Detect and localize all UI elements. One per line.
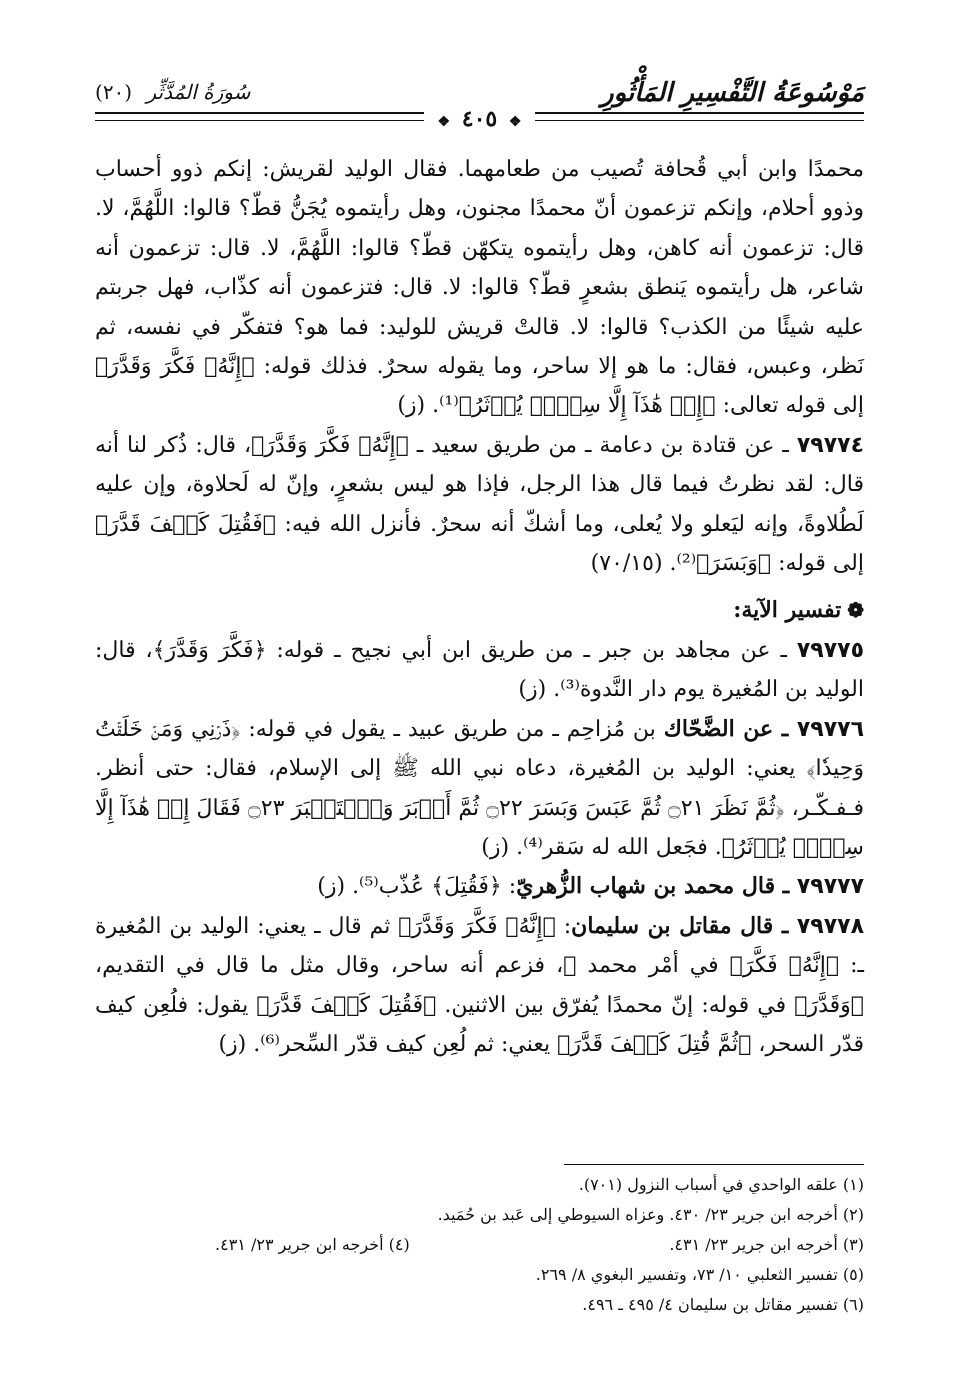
section-heading [95,591,864,630]
entry-number: ٧٩٧٧٨ [796,913,865,939]
main-text [95,150,864,1064]
footnote-5: (٥) تفسير الثعلبي ١٠/ ٧٣، وتفسير البغوي ٨/ ٢٦٩. [535,1265,864,1284]
paragraph-79774 [95,426,864,584]
book-title: مَوْسُوعَةُ التَّفْسِيرِ المَأْثُورِ [601,78,864,108]
paragraph-text: : ﴿إِنَّهُۥ فَكَّرَ وَقَدَّرَ﴾ ثم قال ـ يعني: الوليد بن المُغيرة ـ: ﴿إِنَّهُۥ فَكَّرَ﴾ في أمْر محمد ﷺ، فزعم أنه ساحر، وقال مثل ما قال في التقديم، ﴿وَقَدَّرَ﴾ في قوله: إنّ محمدًا يُفرّق بين الاثنين. ﴿فَقُتِلَ كَيۡفَ قَدَّرَ﴾ يقول: فلُعِن كيف قدّر السحر، ﴿ثُمَّ قُتِلَ كَيۡفَ قَدَّرَ﴾ يعني: ثم لُعِن كيف قدّر السِّحر⁽⁶⁾. (ز) [95,913,864,1057]
surah-name: سُورَةُ المُدَّثِّر [146,80,251,104]
footnote-rule [564,1164,864,1165]
paragraph-text: ـ عن قتادة بن دعامة ـ من طريق سعيد ـ ﴿إِنَّهُۥ فَكَّرَ وَقَدَّرَ﴾، قال: ذُكر لنا أنه قال: لقد نظرتُ فيما قال هذا الرجل، فإذا هو ليس بشعرٍ، وإنّ له لَحلاوة، وإن عليه لَطُلاوةً، وإنه ليَعلو ولا يُعلى، وما أشكّ أنه سحرٌ. فأنزل الله فيه: ﴿فَقُتِلَ كَيۡفَ قَدَّرَ﴾ إلى قوله: ﴿وَبَسَرَ﴾⁽²⁾. (٧٠/١٥) [95,432,864,577]
narrator-name: ـ قال محمد بن شهاب الزُّهريّ [516,873,797,900]
page-number-value: ٤٠٥ [461,106,498,132]
entry-number: ٧٩٧٧٤ [796,432,864,458]
page-header [95,78,864,138]
paragraph-text: : ﴿فَقُتِلَ﴾ عُذّب⁽⁵⁾. (ز) [317,874,517,900]
ornament-icon: ❖ [437,114,451,130]
paragraph-79777 [95,867,864,906]
footnote-6: (٦) تفسير مقاتل بن سليمان ٤/ ٤٩٥ ـ ٤٩٦. [582,1295,864,1314]
flower-icon: ❁ [847,598,864,623]
footnote-1: (١) علقه الواحدي في أسباب النزول (٧٠١). [578,1175,864,1194]
ornament-icon: ❖ [508,114,522,130]
surah-number: (٢٠) [95,80,133,104]
footnote-2: (٢) أخرجه ابن جرير ٢٣/ ٤٣٠. وعزاه السيوطي إلى عَبد بن حُمَيد. [437,1205,864,1224]
entry-number: ٧٩٧٧٧ [796,874,864,900]
narrator-name: ـ عن الضَّحّاك [663,715,797,742]
footnote-row-3-4 [95,1230,864,1260]
surah-title [95,80,250,104]
narrator-name: ـ قال مقاتل بن سليمان [571,912,797,939]
paragraph-79775 [95,631,864,710]
entry-number: ٧٩٧٧٥ [796,637,864,663]
paragraph-1: محمدًا وابن أبي قُحافة تُصيب من طعامهما. فقال الوليد لقريش: إنكم ذوو أحساب وذوو أحلام، وإنكم تزعمون أنّ محمدًا مجنون، وهل رأيتموه يُجَنُّ قطّ؟ قالوا: اللَّهُمَّ، لا. قال: تزعمون أنه كاهن، وهل رأيتموه يتكهّن قطّ؟ قالوا: اللَّهُمَّ، لا. قال: تزعمون أنه شاعر، هل رأيتموه يَنطق بشعرٍ قطّ؟ قالوا: لا. قال: فتزعمون أنه كذّاب، فهل جربتم عليه شيئًا من الكذب؟ قالوا: لا. قالتْ قريش للوليد: فما هو؟ فتفكّر في نفسه، ثم نَظر، وعبس، فقال: ما هو إلا ساحر، وما يقوله سحرٌ. فذلك قوله: ﴿إِنَّهُۥ فَكَّرَ وَقَدَّرَ﴾ إلى قوله تعالى: ﴿إِنۡ هَٰذَآ إِلَّا سِحۡرٞ يُؤۡثَرُ﴾⁽¹⁾. (ز) [95,157,864,419]
paragraph-79778 [95,907,864,1065]
paragraph-text: ـ عن مجاهد بن جبر ـ من طريق ابن أبي نجيح ـ قوله: ﴿فَكَّرَ وَقَدَّرَ﴾، قال: الوليد بن المُغيرة يوم دار النَّدوة⁽³⁾. (ز) [95,637,864,703]
footnotes [95,1170,864,1320]
paragraph-79776 [95,710,864,868]
entry-number: ٧٩٧٧٦ [796,716,864,742]
paragraph-text: بن مُزاحِم ـ من طريق عبيد ـ يقول في قوله: ﴿ذَرۡنِي وَمَنۡ خَلَقۡتُ وَحِيدٗا﴾ يعني: الوليد بن المُغيرة، دعاه نبي الله ﷺ إلى الإسلام، فقال: حتى أنظر. فـفـكّـر، ﴿ثُمَّ نَظَرَ ۝٢١ ثُمَّ عَبَسَ وَبَسَرَ ۝٢٢ ثُمَّ أَدۡبَرَ وَٱسۡتَكۡبَرَ ۝٢٣ فَقَالَ إِنۡ هَٰذَآ إِلَّا سِحۡرٞ يُؤۡثَرُ﴾. فجَعل الله له سَقر⁽⁴⁾. (ز) [95,716,864,860]
footnote-3: (٣) أخرجه ابن جرير ٢٣/ ٤٣١. [669,1235,864,1254]
page-number [424,106,536,132]
footnote-4: (٤) أخرجه ابن جرير ٢٣/ ٤٣١. [215,1235,410,1254]
section-title: تفسير الآية: [733,597,842,624]
